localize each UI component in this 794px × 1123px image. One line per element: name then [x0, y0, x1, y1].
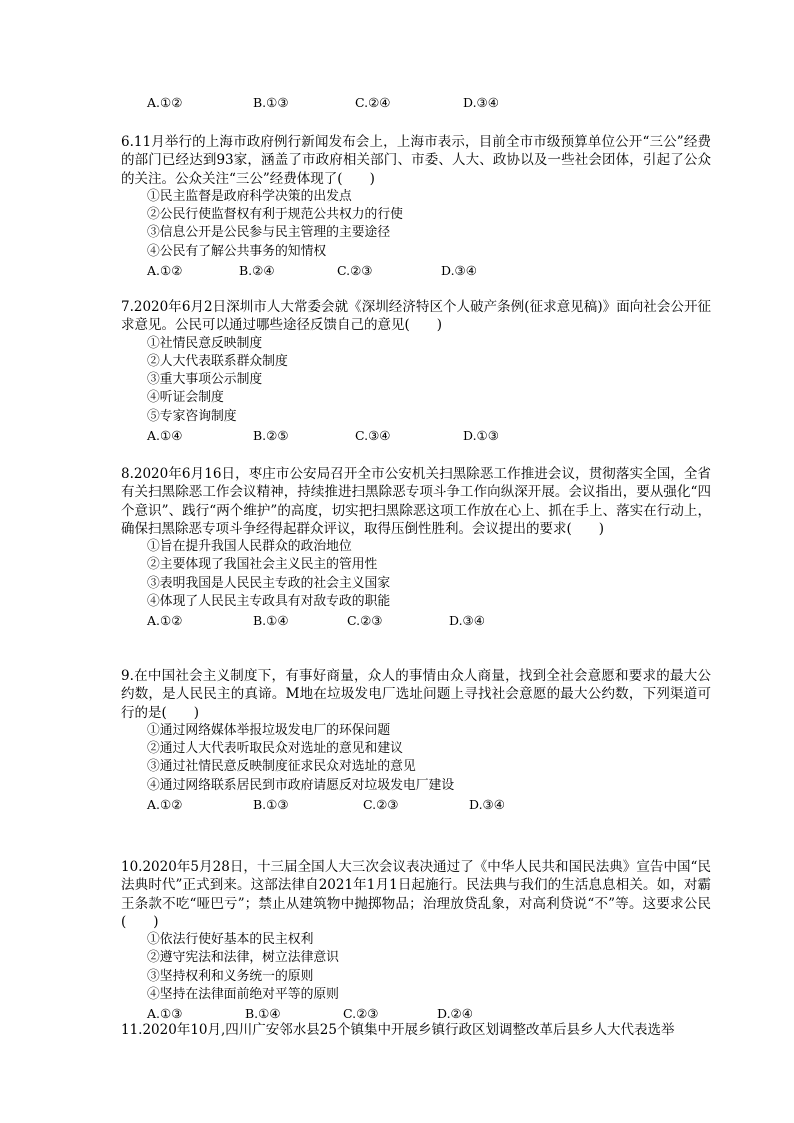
statement-2: ②遵守宪法和法律，树立法律意识 — [147, 950, 339, 966]
option-d: D.③④ — [449, 613, 485, 629]
statement-3: ③重大事项公示制度 — [147, 372, 263, 388]
question-stem: 6.11月举行的上海市政府例行新闻发布会上，上海市表示，目前全市市级预算单位公开“三公”经费的部门已经达到93家，涵盖了市政府相关部门、市委、人大、政协以及一些社会团体，引起了公众的关注。公众关注“三公”经费体现了( ) — [121, 134, 711, 187]
statement-4: ④体现了人民民主专政具有对敌专政的职能 — [147, 594, 391, 610]
question-8 — [121, 465, 711, 630]
statement-2: ②通过人大代表听取民众对选址的意见和建议 — [147, 741, 403, 757]
option-c: C.②③ — [337, 263, 373, 279]
statement-2: ②公民行使监督权有利于规范公共权力的行使 — [147, 207, 403, 223]
question-11 — [121, 1021, 711, 1039]
question-10 — [121, 858, 711, 1023]
question-stem: 7.2020年6月2日深圳市人大常委会就《深圳经济特区个人破产条例(征求意见稿)》面向社会公开征求意见。公民可以通过哪些途径反馈自己的意见( ) — [121, 299, 711, 334]
option-c: C.②④ — [355, 95, 391, 110]
option-a: A.①② — [147, 95, 183, 110]
statement-4: ④公民有了解公共事务的知情权 — [147, 243, 327, 259]
statement-1: ①旨在提升我国人民群众的政治地位 — [147, 539, 352, 555]
statement-5: ⑤专家咨询制度 — [147, 408, 237, 424]
statement-1: ①民主监督是政府科学决策的出发点 — [147, 188, 352, 204]
statement-3: ③通过社情民意反映制度征求民众对选址的意见 — [147, 759, 416, 775]
statement-1: ①依法行使好基本的民主权利 — [147, 932, 314, 948]
question-stem: 11.2020年10月,四川广安邻水县25个镇集中开展乡镇行政区划调整改革后县乡人大代表选举 — [121, 1022, 675, 1038]
option-a: A.①② — [147, 263, 183, 279]
statement-3: ③表明我国是人民民主专政的社会主义国家 — [147, 575, 391, 591]
question-stem: 9.在中国社会主义制度下，有事好商量，众人的事情由众人商量，找到全社会意愿和要求的最大公约数，是人民民主的真谛。M地在垃圾发电厂选址问题上寻找社会意愿的最大公约数，下列渠道可行的是( ) — [121, 668, 711, 721]
question-stem: 8.2020年6月16日，枣庄市公安局召开全市公安机关扫黑除恶工作推进会议，贯彻落实全国，全省有关扫黑除恶工作会议精神，持续推进扫黑除恶专项斗争工作向纵深开展。会议指出，要从强化“四个意识”、践行“两个维护”的高度，切实把扫黑除恶这项工作放在心上、抓在手上、落实在行动上，确保扫黑除恶专项斗争经得起群众评议，取得压倒性胜利。会议提出的要求( ) — [121, 466, 711, 537]
option-b: B.②④ — [239, 263, 275, 279]
question-9 — [121, 667, 711, 814]
option-d: D.②④ — [437, 1006, 473, 1022]
statement-4: ④听证会制度 — [147, 390, 224, 406]
option-d: D.③④ — [441, 263, 477, 279]
answer-options — [147, 611, 737, 630]
statement-1: ①通过网络媒体举报垃圾发电厂的环保问题 — [147, 722, 391, 738]
option-c: C.②③ — [347, 613, 383, 629]
option-d: D.①③ — [463, 428, 499, 444]
statement-4: ④坚持在法律面前绝对平等的原则 — [147, 987, 339, 1003]
option-b: B.①④ — [253, 613, 289, 629]
option-b: B.①③ — [253, 95, 289, 110]
statement-1: ①社情民意反映制度 — [147, 335, 263, 351]
option-a: A.①④ — [147, 428, 183, 444]
question-7 — [121, 298, 711, 445]
statement-3: ③信息公开是公民参与民主管理的主要途径 — [147, 225, 391, 241]
option-a: A.①② — [147, 797, 183, 813]
option-a: A.①② — [147, 613, 183, 629]
option-d: D.③④ — [463, 95, 499, 110]
question-6 — [121, 133, 711, 280]
option-b: B.①④ — [245, 1006, 281, 1022]
answer-options — [147, 795, 737, 814]
statement-4: ④通过网络联系居民到市政府请愿反对垃圾发电厂建设 — [147, 777, 455, 793]
statement-2: ②人大代表联系群众制度 — [147, 353, 288, 369]
statement-2: ②主要体现了我国社会主义民主的管用性 — [147, 557, 378, 573]
question-stem: 10.2020年5月28日，十三届全国人大三次会议表决通过了《中华人民共和国民法典》宣告中国“民法典时代”正式到来。这部法律自2021年1月1日起施行。民法典与我们的生活息息相关。如，对霸王条款不吃“哑巴亏”；禁止从建筑物中抛掷物品；治理放贷乱象，对高利贷说“不”等。这要求公民( ) — [121, 859, 711, 930]
option-a: A.①③ — [147, 1006, 183, 1022]
answer-options — [147, 261, 737, 280]
option-b: B.②⑤ — [253, 428, 289, 444]
option-c: C.③④ — [355, 428, 391, 444]
option-c: C.②③ — [363, 797, 399, 813]
option-c: C.②③ — [343, 1006, 379, 1022]
option-d: D.③④ — [469, 797, 505, 813]
option-b: B.①③ — [253, 797, 289, 813]
statement-3: ③坚持权利和义务统一的原则 — [147, 968, 314, 984]
answer-options — [147, 426, 737, 445]
